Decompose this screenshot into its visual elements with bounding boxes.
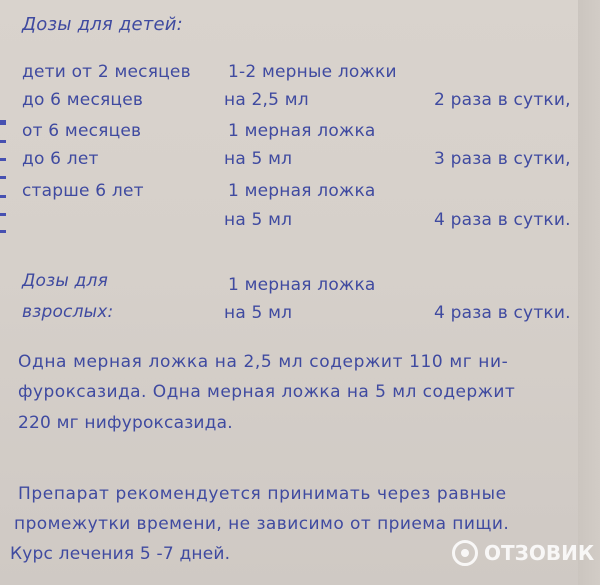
edge-mark	[0, 140, 6, 143]
paragraph-line: Курс лечения 5 -7 дней.	[10, 544, 231, 564]
age-label: дети от 2 месяцев	[22, 62, 191, 82]
dose-volume: на 5 мл	[224, 149, 293, 169]
watermark-logo-icon	[452, 540, 478, 566]
frequency-label: 4 раза в сутки.	[434, 210, 571, 230]
dose-label: 1-2 мерные ложки	[228, 62, 397, 82]
edge-mark	[0, 195, 6, 198]
adult-dose-heading: взрослых:	[22, 302, 114, 322]
edge-mark	[0, 120, 6, 125]
age-label: старше 6 лет	[22, 181, 144, 201]
age-label: от 6 месяцев	[22, 121, 142, 141]
dose-label: 1 мерная ложка	[228, 275, 376, 295]
paragraph-line: промежутки времени, не зависимо от приема пищи.	[14, 514, 510, 534]
paragraph-line: фуроксазида. Одна мерная ложка на 5 мл содержит	[18, 382, 516, 402]
frequency-label: 3 раза в сутки,	[434, 149, 571, 169]
dose-volume: на 2,5 мл	[224, 90, 309, 110]
dose-volume: на 5 мл	[224, 210, 293, 230]
paragraph-line: 220 мг нифуроксазида.	[18, 413, 233, 433]
edge-mark	[0, 158, 6, 161]
edge-mark	[0, 176, 6, 179]
edge-mark	[0, 213, 6, 216]
adult-dose-heading: Дозы для	[22, 271, 108, 291]
frequency-label: 4 раза в сутки.	[434, 303, 571, 323]
paragraph-line: Препарат рекомендуется принимать через равные	[18, 484, 507, 504]
age-label: до 6 месяцев	[22, 90, 144, 110]
dose-label: 1 мерная ложка	[228, 121, 376, 141]
watermark-text: ОТЗОВИК	[484, 541, 595, 565]
frequency-label: 2 раза в сутки,	[434, 90, 571, 110]
age-label: до 6 лет	[22, 149, 99, 169]
paragraph-line: Одна мерная ложка на 2,5 мл содержит 110 мг ни-	[18, 352, 509, 372]
children-dose-heading: Дозы для детей:	[22, 14, 183, 35]
dose-label: 1 мерная ложка	[228, 181, 376, 201]
adjacent-page-edge	[578, 0, 600, 585]
edge-mark	[0, 230, 6, 233]
site-watermark	[452, 540, 594, 566]
dose-volume: на 5 мл	[224, 303, 293, 323]
